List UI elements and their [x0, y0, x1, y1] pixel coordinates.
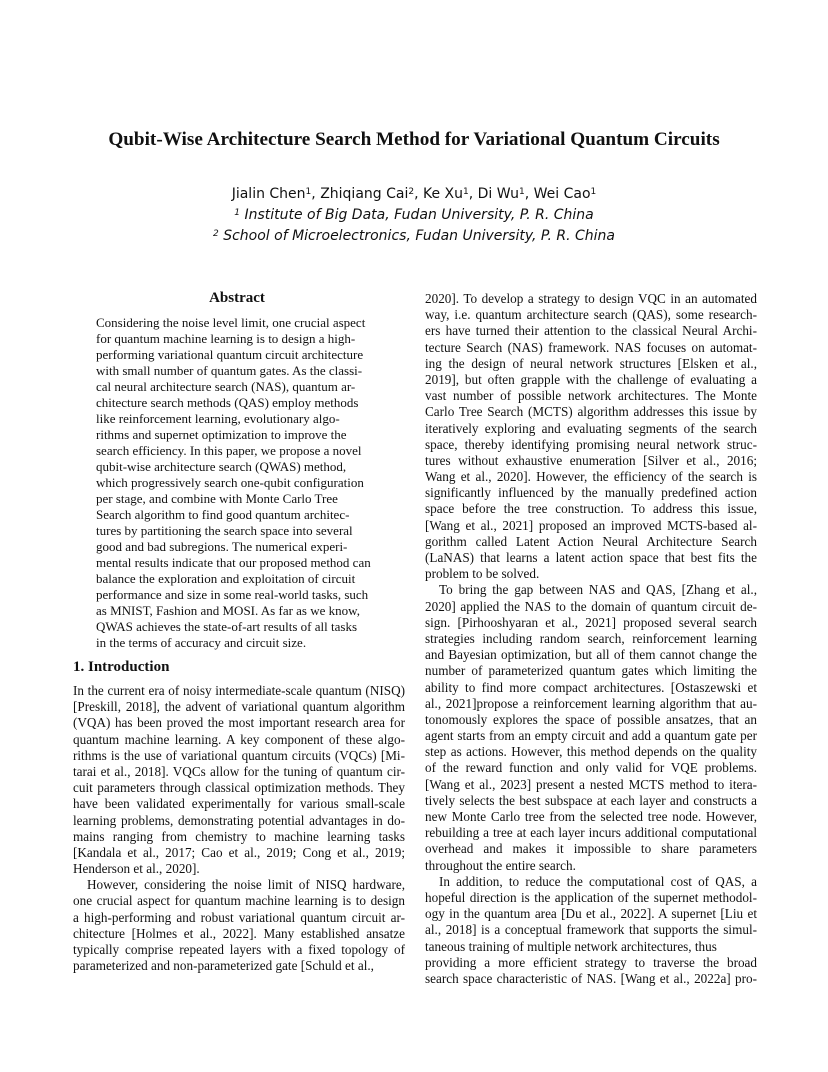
abstract-line: in the terms of accuracy and circuit size. — [96, 635, 307, 650]
abstract-line: as MNIST, Fashion and MOSI. As far as we know, — [96, 603, 360, 618]
introduction-line: chitecture [Holmes et al., 2022]. Many established ansatze — [73, 925, 405, 941]
introduction-line: parameterized and non-parameterized gate [Schuld et al., — [73, 958, 374, 974]
introduction-line: vast number of possible network architectures. The Monte — [425, 388, 757, 404]
introduction-line: quantum machine learning. A key component of these algo- — [73, 731, 405, 747]
introduction-line: mains ranging from chemistry to machine learning tasks — [73, 828, 405, 844]
introduction-line: al., 2018] is a conceptual framework that supports the simul- — [425, 922, 757, 938]
introduction-line: Carlo Tree Search (MCTS) algorithm addresses this issue by — [425, 404, 757, 420]
introduction-line: a high-performing and robust variational quantum circuit ar- — [73, 909, 405, 925]
introduction-line: problem to be solved. — [425, 566, 540, 582]
introduction-line: throughout the entire search. — [425, 857, 576, 873]
abstract-line: with small number of quantum gates. As the classi- — [96, 363, 363, 378]
abstract-line: for quantum machine learning is to design a high- — [96, 331, 356, 346]
abstract-line: which progressively search one-qubit configuration — [96, 475, 364, 490]
affiliation-mark: 1 — [234, 208, 240, 218]
introduction-line: and Bayesian optimization, but all of them cannot change the — [425, 647, 757, 663]
abstract-heading: Abstract — [209, 290, 265, 306]
introduction-line: [Kandala et al., 2017; Cao et al., 2019; Cong et al., 2019; — [73, 844, 405, 860]
introduction-line: rebuilding a tree at each layer incurs additional computational — [425, 825, 757, 841]
abstract-line: Considering the noise level limit, one crucial aspect — [96, 315, 366, 330]
introduction-line: In addition, to reduce the computational cost of QAS, a — [439, 873, 757, 889]
introduction-line: hopeful direction is the application of the supernet methodol- — [425, 889, 757, 905]
introduction-line: space before the tree construction. To address this issue, — [425, 501, 757, 517]
introduction-line: To bring the gap between NAS and QAS, [Zhang et al., — [439, 582, 757, 598]
introduction-line: strategies including random search, reinforcement learning — [425, 630, 757, 646]
introduction-line: tarai et al., 2018]. VQCs allow for the tuning of quantum cir- — [73, 763, 405, 779]
author-affiliation-mark: 2 — [408, 187, 415, 197]
abstract-line: tures by partitioning the search space into several — [96, 523, 353, 538]
introduction-line: (LaNAS) that learns a latent action space that best fits the — [425, 550, 757, 565]
introduction-line: search space characteristic of NAS. [Wang et al., 2022a] pro- — [425, 970, 757, 986]
author-name: Zhiqiang Cai — [320, 186, 409, 202]
abstract-line: chitecture search methods (QAS) employ methods — [96, 395, 359, 410]
introduction-line: [Wang et al., 2021] proposed an improved MCTS-based al- — [425, 517, 757, 533]
introduction-line: [Preskill, 2018], the advent of variational quantum algorithm — [73, 699, 405, 715]
author-block — [100, 184, 728, 247]
introduction-line: iteratively exploring and evaluating segments of the search — [425, 420, 757, 436]
author-list: Jialin Chen$^1$, Zhiqiang Cai$^2$, Ke Xu$^1$, Di Wu$^1$, Wei Cao$^1$ — [231, 186, 597, 202]
paper-title: Qubit-Wise Architecture Search Method for Variational Quantum Circuits — [108, 129, 720, 150]
introduction-line: typically comprise repeated layers with a fixed topology of — [73, 942, 405, 957]
introduction-right-column — [425, 291, 757, 987]
introduction-line: tecture Search (NAS) framework. NAS focuses on automat- — [425, 339, 757, 355]
introduction-line: 2020]. To develop a strategy to design VQC in an automated — [425, 291, 757, 306]
introduction-line: learning problems, demonstrating potential advantages in do- — [73, 812, 405, 828]
introduction-line: sign. [Pirhooshyaran et al., 2021] proposed several search — [425, 614, 757, 630]
introduction-line: 2020] applied the NAS to the domain of quantum circuit de- — [425, 598, 757, 614]
affiliation-text: Institute of Big Data, Fudan University, P. R. China — [244, 207, 594, 223]
introduction-line: step as actions. However, this method depends on the quality — [425, 744, 757, 760]
abstract-line: per stage, and combine with Monte Carlo Tree — [96, 491, 338, 506]
affiliation-text: School of Microelectronics, Fudan University, P. R. China — [223, 228, 615, 244]
abstract-body — [96, 315, 378, 651]
author-name: Wei Cao — [533, 186, 591, 202]
introduction-line: ing the design of neural network structures [Elsken et al., — [425, 355, 757, 371]
introduction-line: In the current era of noisy intermediate-scale quantum (NISQ) — [73, 683, 405, 698]
abstract-line: balance the exploration and exploitation of circuit — [96, 571, 356, 586]
introduction-line: space, thereby identifying promising neural network struc- — [425, 436, 757, 452]
introduction-line: taneous training of multiple network architectures, thus — [425, 938, 717, 954]
abstract-line: good and bad subregions. The numerical experi- — [96, 539, 348, 554]
introduction-line: way, i.e. quantum architecture search (QAS), some research- — [425, 307, 757, 323]
abstract-line: qubit-wise architecture search (QWAS) method, — [96, 459, 347, 474]
introduction-line: 2019], but often grapple with the challenge of evaluating a — [425, 371, 757, 387]
introduction-line: However, considering the noise limit of NISQ hardware, — [87, 877, 405, 893]
introduction-line: new Monte Carlo tree from the selected tree node. However, — [425, 809, 757, 824]
author-name: Ke Xu — [423, 186, 464, 202]
author-affiliation-mark: 1 — [305, 187, 312, 197]
author-affiliation-mark: 1 — [590, 187, 597, 197]
author-name: Jialin Chen — [231, 186, 306, 202]
introduction-line: cuit parameters through classical optimization methods. They — [73, 780, 405, 796]
affiliation-line — [100, 205, 728, 226]
introduction-line: ogy in the quantum area [Du et al., 2022]. A supernet [Liu et — [425, 906, 757, 922]
introduction-line: Wang et al., 2020]. However, the efficiency of the search is — [425, 469, 757, 485]
abstract-line: mental results indicate that our proposed method can — [96, 555, 371, 570]
abstract-line: Search algorithm to find good quantum architec- — [96, 507, 350, 522]
introduction-line: of the reward function and only valid for VQE problems. — [425, 760, 757, 776]
introduction-heading: 1. Introduction — [73, 659, 170, 675]
introduction-line: (VQA) has been proved the most important research area for — [73, 715, 405, 731]
introduction-line: providing a more efficient strategy to traverse the broad — [425, 954, 757, 970]
introduction-line: Henderson et al., 2020]. — [73, 861, 200, 877]
introduction-line: one crucial aspect for quantum machine learning is to design — [73, 893, 405, 909]
abstract-line: performing variational quantum circuit architecture — [96, 347, 364, 362]
introduction-line: tonomously explores the space of possible ansatzes, that an — [425, 711, 757, 727]
introduction-line: [Wang et al., 2023] present a nested MCTS method to itera- — [425, 776, 757, 792]
introduction-line: agent starts from an empty circuit and add a quantum gate per — [425, 728, 757, 744]
introduction-line: rithms is the use of variational quantum circuits (VQCs) [Mi- — [73, 747, 405, 763]
introduction-line: tures without exhaustive enumeration [Silver et al., 2016; — [425, 452, 757, 468]
introduction-line: significantly influenced by the manually predefined action — [425, 485, 757, 501]
author-affiliation-mark: 1 — [519, 187, 525, 197]
introduction-line: overhead and makes it impossible to share parameters — [425, 841, 757, 857]
author-name: Di Wu — [477, 186, 519, 202]
abstract-line: rithms and supernet optimization to improve the — [96, 427, 347, 442]
affiliation-mark: 2 — [213, 229, 219, 239]
introduction-left-column — [73, 683, 405, 974]
abstract-line: cal neural architecture search (NAS), quantum ar- — [96, 379, 356, 394]
abstract-line: like reinforcement learning, evolutionary algo- — [96, 411, 340, 426]
abstract-line: performance and size in some real-world tasks, such — [96, 587, 369, 602]
author-affiliation-mark: 1 — [463, 187, 469, 197]
introduction-line: ability to find more compact architectures. [Ostaszewski et — [425, 679, 757, 695]
introduction-line: have been validated experimentally for various small-scale — [73, 796, 405, 812]
abstract-line: QWAS achieves the state-of-art results of all tasks — [96, 619, 358, 634]
abstract-line: search efficiency. In this paper, we propose a novel — [96, 443, 362, 458]
affiliation-line — [100, 226, 728, 247]
introduction-line: gorithm called Latent Action Neural Architecture Search — [425, 533, 757, 549]
introduction-line: al., 2021]propose a reinforcement learning algorithm that au- — [425, 695, 757, 711]
introduction-line: tively selects the best subspace at each layer and constructs a — [425, 792, 757, 808]
introduction-line: ers have turned their attention to the classical Neural Archi- — [425, 323, 757, 339]
introduction-line: number of parameterized quantum gates which limiting the — [425, 663, 757, 679]
